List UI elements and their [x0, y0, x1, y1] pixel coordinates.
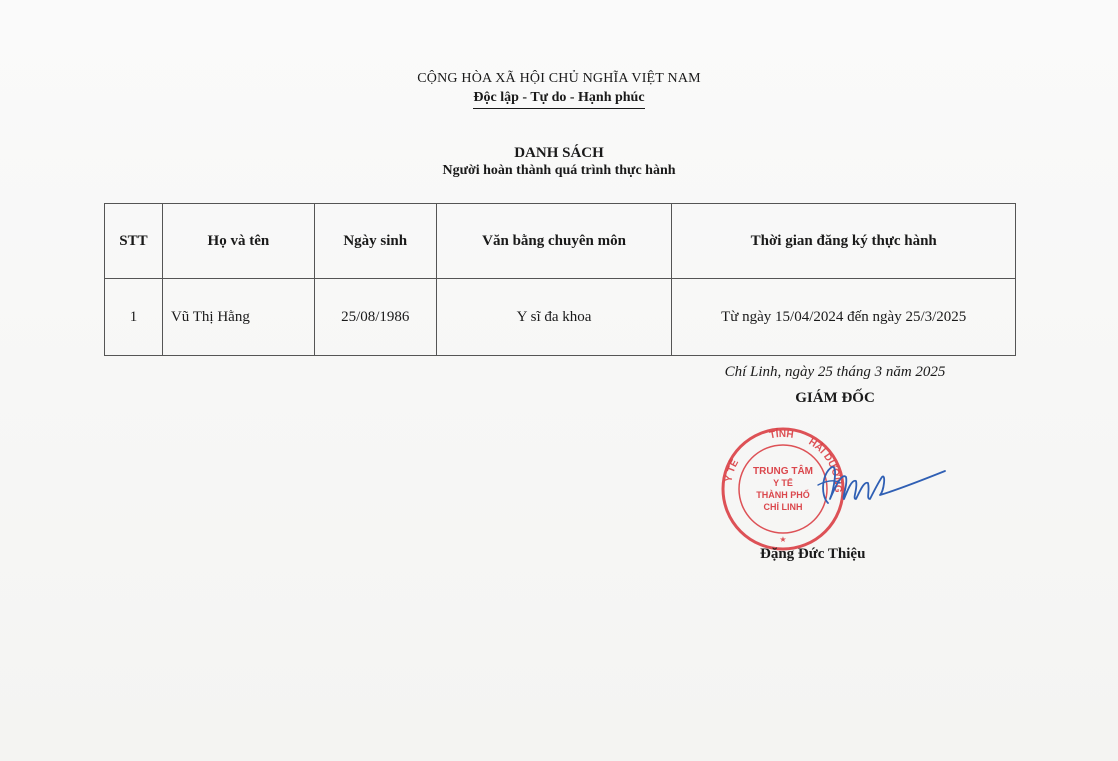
stamp-ring-left: Y TẾ [723, 458, 742, 484]
place-date: Chí Linh, ngày 25 tháng 3 năm 2025 [724, 364, 946, 380]
stamp-line2: Y TẾ [773, 478, 793, 488]
stamp-ring-right: HẢI DƯƠNG [806, 436, 844, 493]
national-motto: Độc lập - Tự do - Hạnh phúc [473, 89, 644, 109]
nation-name: CỘNG HÒA XÃ HỘI CHỦ NGHĨA VIỆT NAM [417, 71, 701, 86]
col-header-period: Thời gian đăng ký thực hành [672, 204, 1016, 279]
stamp-line1: TRUNG TÂM [753, 466, 813, 477]
title-main: DANH SÁCH [514, 145, 604, 161]
stamp-star-icon: ★ [779, 535, 787, 544]
cell-period: Từ ngày 15/04/2024 đến ngày 25/3/2025 [672, 279, 1016, 356]
col-header-stt: STT [105, 204, 163, 279]
stamp-line4: CHÍ LINH [763, 502, 803, 512]
national-header [0, 70, 1118, 109]
handwritten-signature [800, 455, 950, 525]
signature-block [690, 362, 980, 408]
col-header-degree: Văn bằng chuyên môn [436, 204, 672, 279]
practice-list-table [104, 203, 1016, 356]
col-header-name: Họ và tên [162, 204, 314, 279]
col-header-dob: Ngày sinh [314, 204, 436, 279]
cell-degree: Y sĩ đa khoa [436, 279, 672, 356]
svg-text:Y TẾ [723, 457, 741, 483]
signer-name: Đặng Đức Thiệu [760, 546, 866, 562]
table-header-row [105, 204, 1016, 279]
stamp-ring-top: TỈNH [768, 428, 795, 442]
cell-dob: 25/08/1986 [314, 279, 436, 356]
stamp-line3: THÀNH PHỐ [756, 490, 810, 500]
document-title [0, 144, 1118, 180]
title-sub: Người hoàn thành quá trình thực hành [442, 163, 676, 178]
cell-name: Vũ Thị Hằng [162, 279, 314, 356]
signer-role: GIÁM ĐỐC [795, 390, 875, 406]
cell-stt: 1 [105, 279, 163, 356]
table-row [105, 279, 1016, 356]
